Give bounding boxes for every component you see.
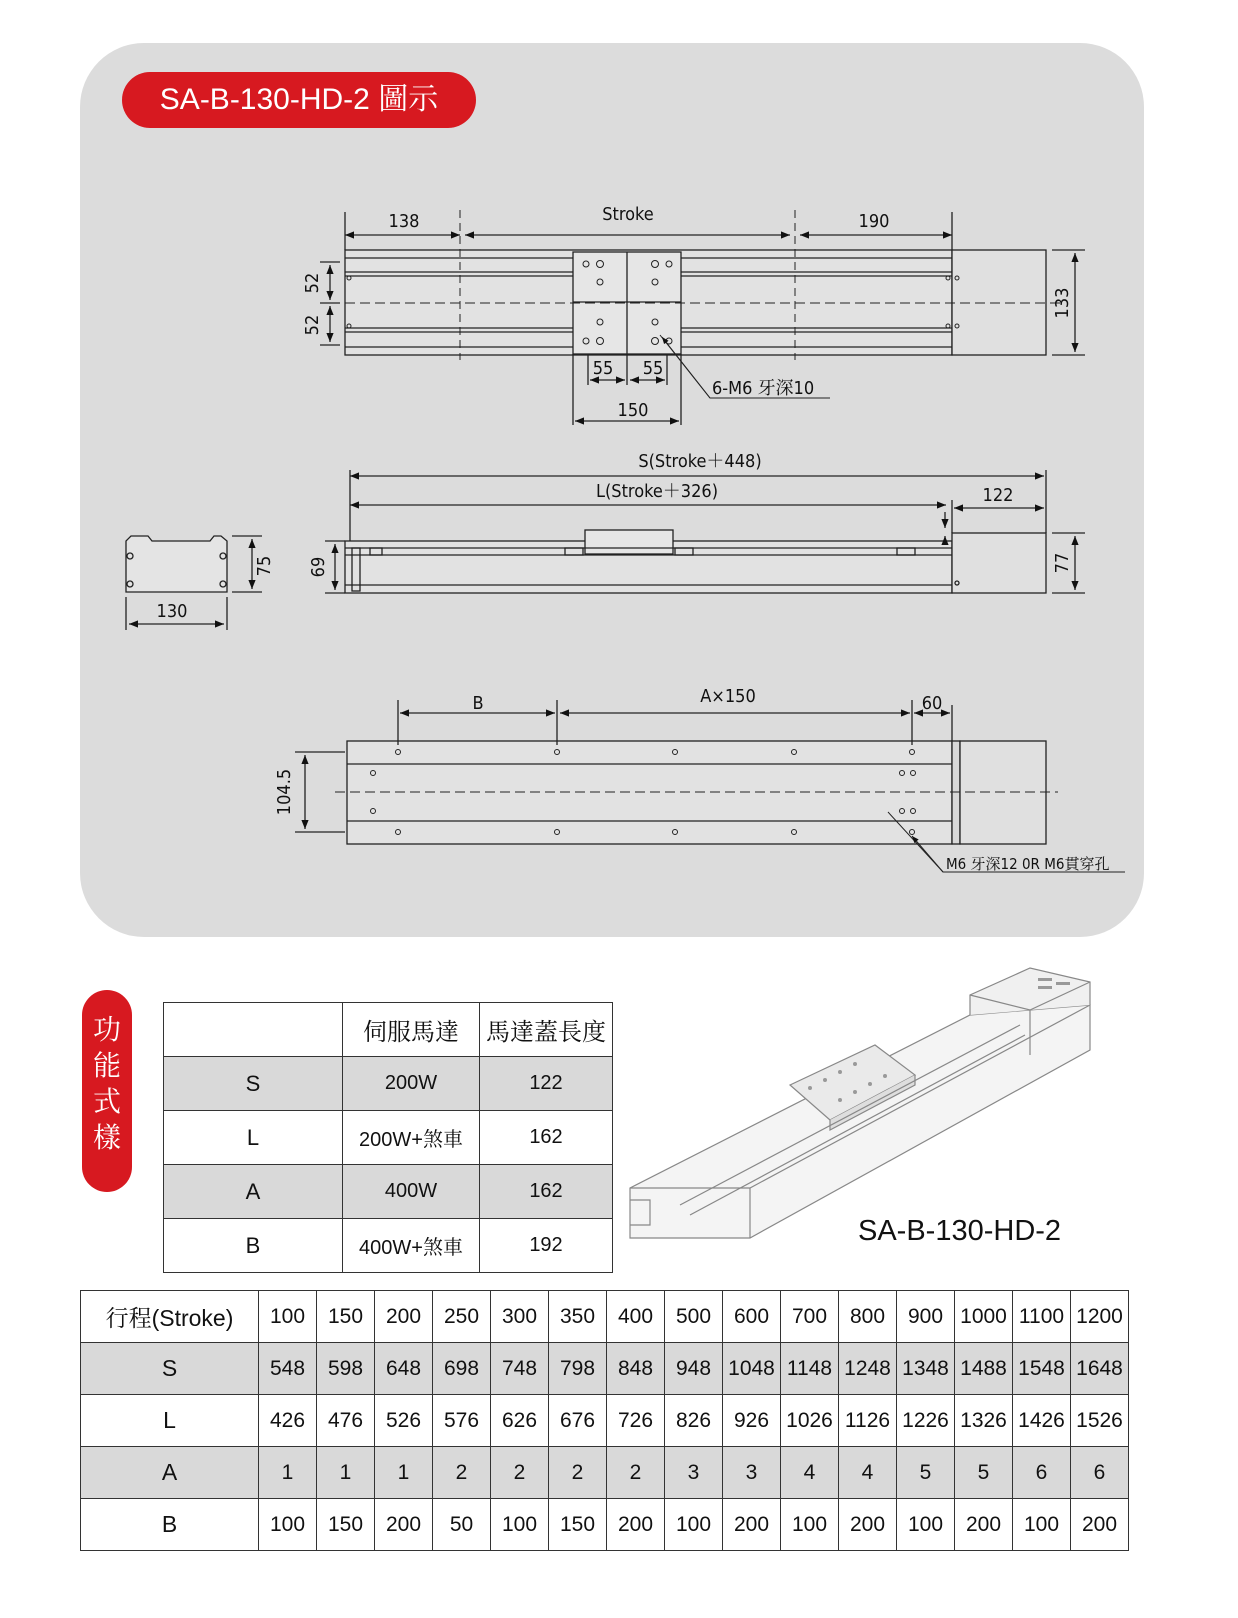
row-key: B — [81, 1499, 259, 1551]
function-spec-table — [163, 1002, 613, 1273]
value-cell: 948 — [665, 1343, 723, 1395]
motor-cell: 400W — [343, 1165, 480, 1219]
value-cell: 726 — [607, 1395, 665, 1447]
value-cell: 200 — [955, 1499, 1013, 1551]
svg-text:60: 60 — [921, 693, 943, 714]
svg-text:75: 75 — [254, 555, 275, 577]
value-cell: 1148 — [781, 1343, 839, 1395]
svg-text:133: 133 — [1052, 287, 1073, 319]
svg-text:190: 190 — [858, 211, 890, 232]
side-label-char: 能 — [92, 1049, 121, 1082]
value-cell: 1426 — [1013, 1395, 1071, 1447]
row-key: B — [164, 1219, 343, 1273]
value-cell: 1126 — [839, 1395, 897, 1447]
svg-text:S(Stroke＋448): S(Stroke＋448) — [638, 451, 762, 472]
value-cell: 1 — [375, 1447, 433, 1499]
value-cell: 798 — [549, 1343, 607, 1395]
value-cell: 50 — [433, 1499, 491, 1551]
value-cell: 5 — [897, 1447, 955, 1499]
table-row — [81, 1343, 1129, 1395]
value-cell: 100 — [1013, 1499, 1071, 1551]
row-key: S — [81, 1343, 259, 1395]
row-key: S — [164, 1057, 343, 1111]
svg-text:150: 150 — [617, 400, 649, 421]
value-cell: 4 — [781, 1447, 839, 1499]
length-cell: 162 — [480, 1111, 613, 1165]
stroke-cell: 250 — [433, 1291, 491, 1343]
value-cell: 626 — [491, 1395, 549, 1447]
svg-text:M6 牙深12 0R M6貫穿孔: M6 牙深12 0R M6貫穿孔 — [946, 855, 1110, 873]
value-cell: 200 — [723, 1499, 781, 1551]
side-label-char: 式 — [92, 1085, 121, 1118]
value-cell: 200 — [839, 1499, 897, 1551]
svg-text:138: 138 — [388, 211, 420, 232]
table-header-row — [164, 1003, 613, 1057]
stroke-cell: 1200 — [1071, 1291, 1129, 1343]
motor-cell: 400W+煞車 — [343, 1219, 480, 1273]
svg-text:A×150: A×150 — [700, 686, 756, 707]
svg-text:L(Stroke＋326): L(Stroke＋326) — [595, 481, 719, 502]
value-cell: 1648 — [1071, 1343, 1129, 1395]
stroke-cell: 350 — [549, 1291, 607, 1343]
row-key: A — [81, 1447, 259, 1499]
model-label: SA-B-130-HD-2 — [858, 1215, 1062, 1247]
value-cell: 2 — [549, 1447, 607, 1499]
value-cell: 748 — [491, 1343, 549, 1395]
stroke-cell: 500 — [665, 1291, 723, 1343]
function-spec-label — [82, 990, 132, 1192]
stroke-cell: 100 — [259, 1291, 317, 1343]
svg-text:69: 69 — [308, 556, 329, 578]
end-view — [126, 536, 262, 630]
stroke-cell: 300 — [491, 1291, 549, 1343]
motor-cell: 200W+煞車 — [343, 1111, 480, 1165]
value-cell: 648 — [375, 1343, 433, 1395]
side-label-char: 樣 — [92, 1121, 121, 1154]
value-cell: 1526 — [1071, 1395, 1129, 1447]
side-label-char: 功 — [92, 1013, 121, 1046]
value-cell: 1548 — [1013, 1343, 1071, 1395]
stroke-cell: 600 — [723, 1291, 781, 1343]
motor-cell: 200W — [343, 1057, 480, 1111]
value-cell: 1326 — [955, 1395, 1013, 1447]
value-cell: 1 — [317, 1447, 375, 1499]
svg-text:B: B — [472, 693, 484, 714]
value-cell: 576 — [433, 1395, 491, 1447]
stroke-header: 行程(Stroke) — [81, 1291, 259, 1343]
value-cell: 1248 — [839, 1343, 897, 1395]
table-row — [164, 1111, 613, 1165]
value-cell: 1348 — [897, 1343, 955, 1395]
value-cell: 2 — [433, 1447, 491, 1499]
stroke-cell: 150 — [317, 1291, 375, 1343]
svg-text:122: 122 — [982, 485, 1014, 506]
top-view — [320, 210, 1085, 425]
value-cell: 5 — [955, 1447, 1013, 1499]
table-row — [81, 1499, 1129, 1551]
value-cell: 476 — [317, 1395, 375, 1447]
value-cell: 6 — [1071, 1447, 1129, 1499]
length-cell: 192 — [480, 1219, 613, 1273]
value-cell: 826 — [665, 1395, 723, 1447]
drawing-title: SA-B-130-HD-2 圖示 — [122, 72, 476, 128]
length-cell: 162 — [480, 1165, 613, 1219]
table-row — [164, 1219, 613, 1273]
value-cell: 1488 — [955, 1343, 1013, 1395]
value-cell: 4 — [839, 1447, 897, 1499]
value-cell: 676 — [549, 1395, 607, 1447]
stroke-cell: 1000 — [955, 1291, 1013, 1343]
value-cell: 2 — [607, 1447, 665, 1499]
value-cell: 200 — [375, 1499, 433, 1551]
value-cell: 100 — [491, 1499, 549, 1551]
header-cell: 伺服馬達 — [343, 1003, 480, 1057]
table-row — [81, 1447, 1129, 1499]
value-cell: 100 — [259, 1499, 317, 1551]
svg-text:6-M6 牙深10: 6-M6 牙深10 — [712, 378, 815, 399]
value-cell: 1026 — [781, 1395, 839, 1447]
stroke-cell: 1100 — [1013, 1291, 1071, 1343]
value-cell: 150 — [549, 1499, 607, 1551]
value-cell: 150 — [317, 1499, 375, 1551]
value-cell: 548 — [259, 1343, 317, 1395]
row-key: L — [164, 1111, 343, 1165]
table-row — [164, 1057, 613, 1111]
row-key: L — [81, 1395, 259, 1447]
header-cell — [164, 1003, 343, 1057]
row-key: A — [164, 1165, 343, 1219]
stroke-cell: 400 — [607, 1291, 665, 1343]
value-cell: 1048 — [723, 1343, 781, 1395]
svg-text:Stroke: Stroke — [602, 204, 654, 225]
value-cell: 100 — [665, 1499, 723, 1551]
svg-text:52: 52 — [302, 314, 323, 336]
value-cell: 426 — [259, 1395, 317, 1447]
stroke-cell: 800 — [839, 1291, 897, 1343]
value-cell: 6 — [1013, 1447, 1071, 1499]
value-cell: 598 — [317, 1343, 375, 1395]
stroke-cell: 700 — [781, 1291, 839, 1343]
value-cell: 926 — [723, 1395, 781, 1447]
svg-text:55: 55 — [592, 358, 614, 379]
value-cell: 848 — [607, 1343, 665, 1395]
value-cell: 3 — [665, 1447, 723, 1499]
value-cell: 698 — [433, 1343, 491, 1395]
value-cell: 1 — [259, 1447, 317, 1499]
stroke-cell: 200 — [375, 1291, 433, 1343]
value-cell: 2 — [491, 1447, 549, 1499]
stroke-cell: 900 — [897, 1291, 955, 1343]
svg-text:55: 55 — [642, 358, 664, 379]
value-cell: 3 — [723, 1447, 781, 1499]
value-cell: 526 — [375, 1395, 433, 1447]
bottom-view — [295, 700, 1125, 872]
value-cell: 100 — [781, 1499, 839, 1551]
svg-text:77: 77 — [1052, 552, 1073, 574]
table-row — [81, 1395, 1129, 1447]
length-cell: 122 — [480, 1057, 613, 1111]
value-cell: 100 — [897, 1499, 955, 1551]
svg-text:52: 52 — [302, 272, 323, 294]
table-row — [164, 1165, 613, 1219]
header-cell: 馬達蓋長度 — [480, 1003, 613, 1057]
value-cell: 200 — [607, 1499, 665, 1551]
value-cell: 200 — [1071, 1499, 1129, 1551]
value-cell: 1226 — [897, 1395, 955, 1447]
svg-text:130: 130 — [156, 601, 188, 622]
svg-text:104.5: 104.5 — [274, 768, 295, 816]
stroke-table — [80, 1290, 1129, 1551]
stroke-header-row — [81, 1291, 1129, 1343]
